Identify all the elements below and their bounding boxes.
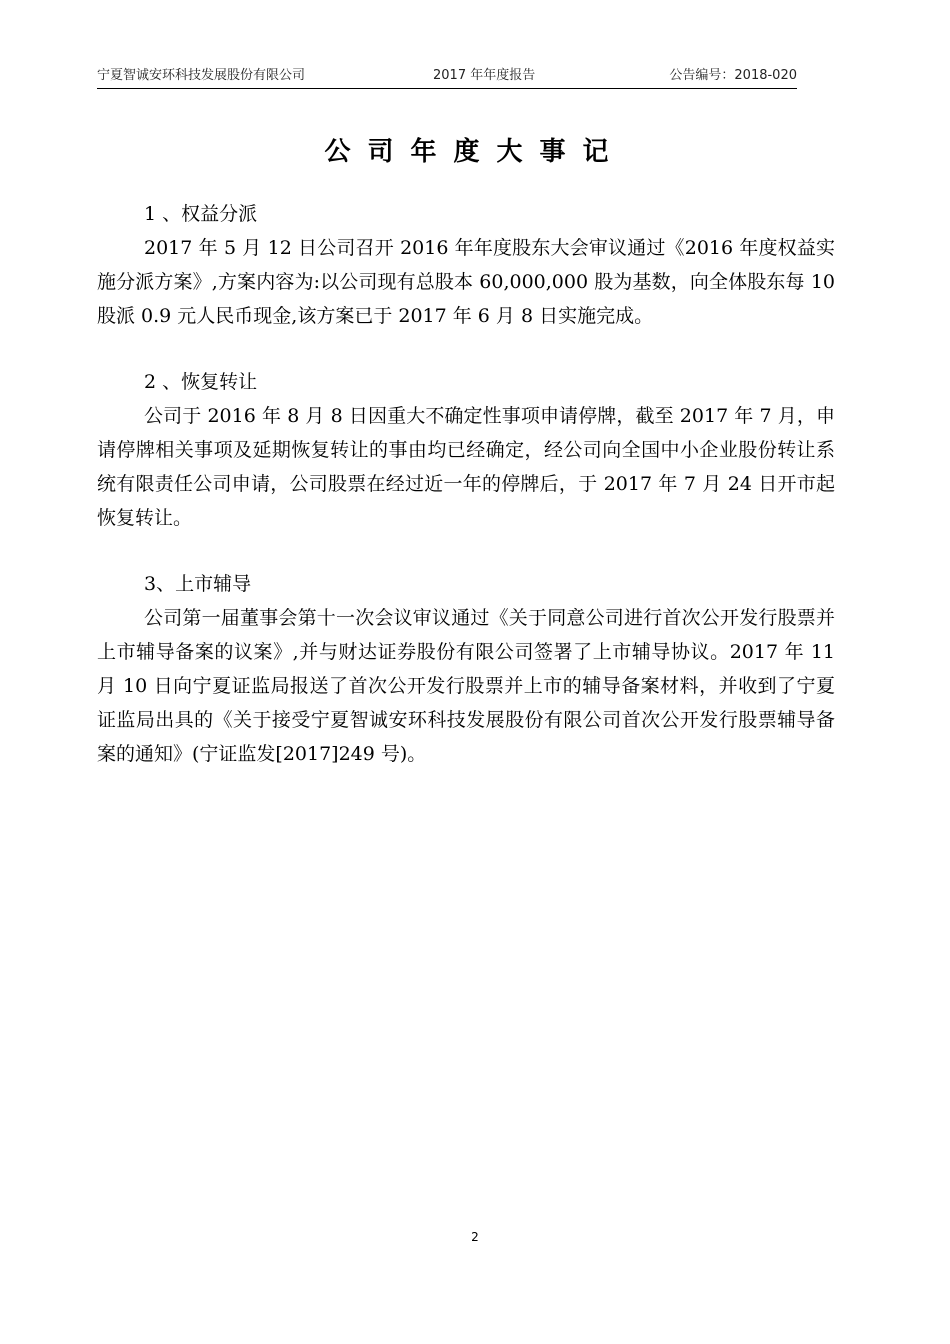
section-dividend [97,197,835,333]
section-paragraph: 2017 年 5 月 12 日公司召开 2016 年年度股东大会审议通过《2016 年度权益实施分派方案》,方案内容为:以公司现有总股本 60,000,000 股为基数，向全体股东每 10 股派 0.9 元人民币现金,该方案已于 2017 年 6 月 8 日实施完成。 [97,237,835,327]
header-report-title: 2017 年年度报告 [433,68,536,83]
section-paragraph: 公司第一届董事会第十一次会议审议通过《关于同意公司进行首次公开发行股票并上市辅导备案的议案》,并与财达证券股份有限公司签署了上市辅导协议。2017 年 11 月 10 日向宁夏证监局报送了首次公开发行股票并上市的辅导备案材料，并收到了宁夏证监局出具的《关于接受宁夏智诚安环科技发展股份有限公司首次公开发行股票辅导备案的通知》(宁证监发[2017]249 号)。 [97,607,835,765]
header-notice-number: 公告编号：2018-020 [669,68,797,83]
header-divider [97,88,797,89]
section-heading: 2 、恢复转让 [144,371,258,393]
section-heading: 3、上市辅导 [144,573,252,595]
header-company: 宁夏智诚安环科技发展股份有限公司 [97,68,306,83]
page-number: 2 [471,1230,479,1244]
section-listing-guidance [97,567,835,771]
section-paragraph: 公司于 2016 年 8 月 8 日因重大不确定性事项申请停牌，截至 2017 年 7 月，申请停牌相关事项及延期恢复转让的事由均已经确定，经公司向全国中小企业股份转让系统有限责任公司申请，公司股票在经过近一年的停牌后，于 2017 年 7 月 24 日开市起恢复转让。 [97,405,835,529]
section-spacer [97,535,835,567]
page-header [97,66,797,88]
section-heading: 1 、权益分派 [144,203,258,225]
section-resume-transfer [97,365,835,535]
page-title: 公司年度大事记 [324,137,626,167]
document-body [97,197,835,771]
section-spacer [97,333,835,365]
